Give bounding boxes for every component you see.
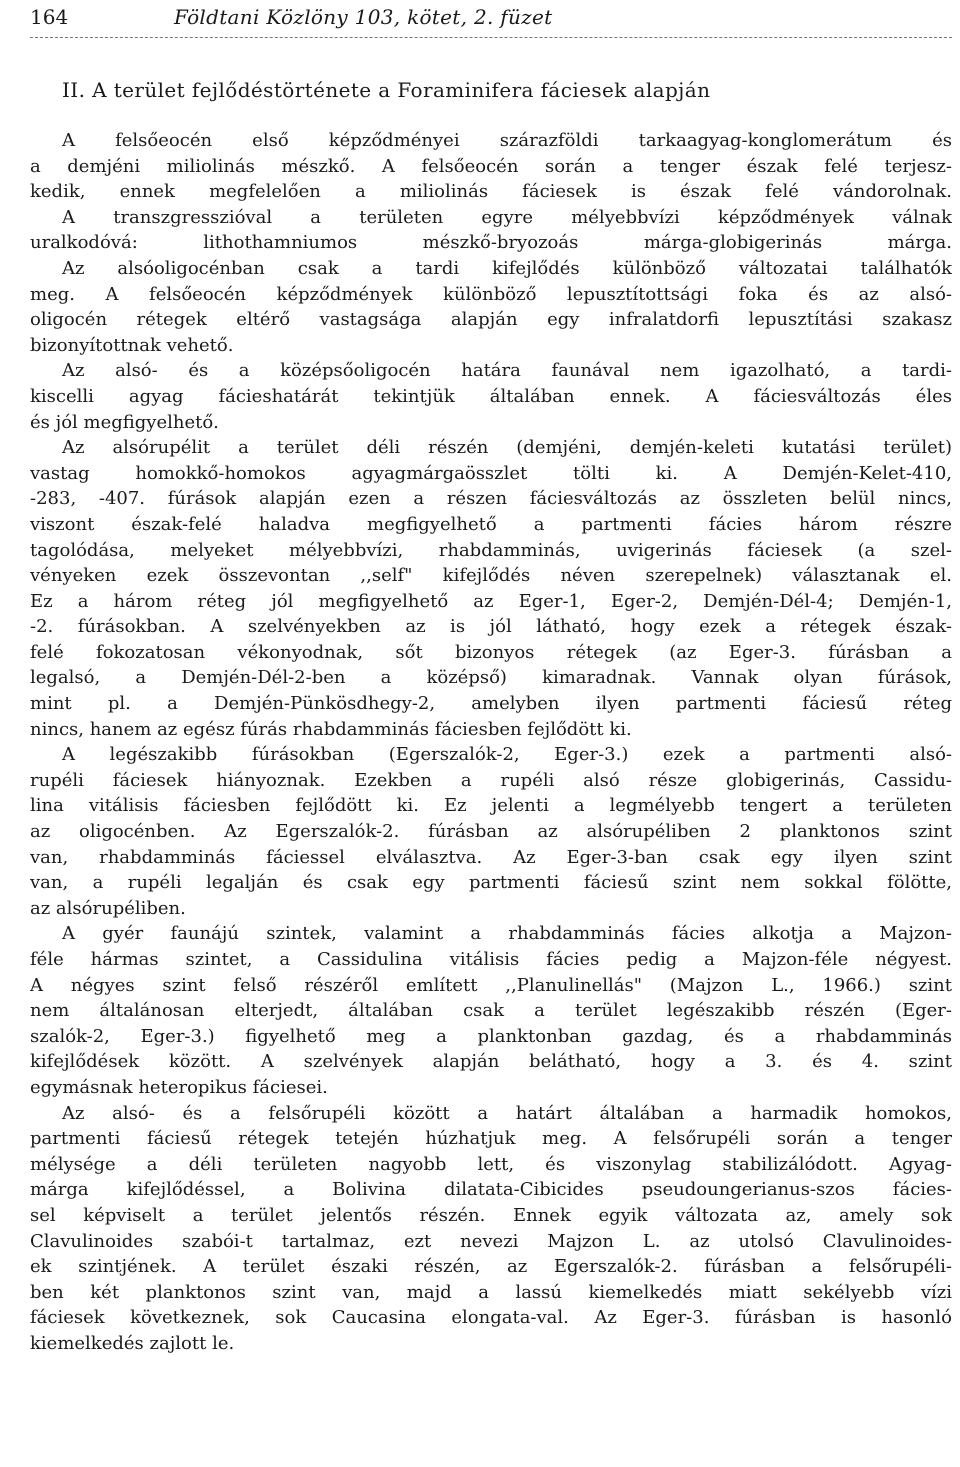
text-line: A legészakibb fúrásokban (Egerszalók-2, Eger-3.) ezek a partmenti alsó-: [62, 744, 952, 766]
body-text: [30, 128, 952, 1357]
text-line: kiscelli agyag fácieshatárát tekintjük általában ennek. A fáciesváltozás éles: [30, 385, 952, 407]
text-line: bizonyítottnak vehető.: [30, 334, 234, 356]
text-line: meg. A felsőeocén képződmények különböző lepusztítottsági foka és az alsó-: [30, 283, 952, 305]
text-line: A gyér faunájú szintek, valamint a rhabdamminás fácies alkotja a Majzon-: [62, 923, 952, 945]
text-line: az alsórupéliben.: [30, 897, 186, 919]
journal-title: Földtani Közlöny 103, kötet, 2. füzet: [174, 5, 553, 29]
text-line: rupéli fáciesek hiányoznak. Ezekben a rupéli alsó része globigerinás, Cassidu-: [30, 769, 952, 791]
text-line: A négyes szint felső részéről említett ,,Planulinellás" (Majzon L., 1966.) szint: [30, 974, 952, 996]
text-line: ben két planktonos szint van, majd a lassú kiemelkedés miatt sekélyebb vízi: [30, 1281, 952, 1303]
running-header: [30, 0, 952, 40]
text-line: kiemelkedés zajlott le.: [30, 1332, 235, 1354]
text-line: Az alsó- és a középsőoligocén határa faunával nem igazolható, a tardi-: [62, 360, 952, 382]
text-line: sel képviselt a terület jelentős részén. Ennek egyik változata az, amely sok: [30, 1204, 952, 1226]
text-line: és jól megfigyelhető.: [30, 411, 219, 433]
text-line: A transzgresszióval a területen egyre mélyebbvízi képződmények válnak: [62, 206, 952, 228]
text-line: felé fokozatosan vékonyodnak, sőt bizonyos rétegek (az Eger-3. fúrásban a: [30, 641, 952, 663]
text-line: a demjéni miliolinás mészkő. A felsőeocén során a tenger észak felé terjesz-: [30, 155, 952, 177]
document-page: [30, 0, 952, 1357]
text-line: mint pl. a Demjén-Pünkösdhegy-2, amelyben ilyen partmenti fáciesű réteg: [30, 693, 952, 715]
text-line: kedik, ennek megfelelően a miliolinás fáciesek is észak felé vándorolnak.: [30, 181, 952, 203]
text-line: mélysége a déli területen nagyobb lett, és viszonylag stabilizálódott. Agyag-: [30, 1153, 952, 1175]
text-line: Az alsóoligocénban csak a tardi kifejlődés különböző változatai találhatók: [62, 257, 952, 279]
text-line: szalók-2, Eger-3.) figyelhető meg a planktonban gazdag, és a rhabdamminás: [30, 1025, 952, 1047]
text-line: viszont észak-felé haladva megfigyelhető a partmenti fácies három részre: [30, 513, 952, 535]
text-line: -283, -407. fúrások alapján ezen a részen fáciesváltozás az összleten belül nincs,: [30, 488, 952, 510]
section-heading: II. A terület fejlődéstörténete a Foraminifera fáciesek alapján: [62, 78, 711, 102]
text-line: nincs, hanem az egész fúrás rhabdamminás fáciesben fejlődött ki.: [30, 718, 632, 740]
text-line: -2. fúrásokban. A szelvényekben az is jól látható, hogy ezek a rétegek észak-: [30, 616, 952, 638]
text-line: oligocén rétegek eltérő vastagsága alapján egy infralatdorfi lepusztítási szakasz: [30, 309, 952, 331]
text-line: van, rhabdamminás fáciessel elválasztva. Az Eger-3-ban csak egy ilyen szint: [30, 846, 952, 868]
text-line: van, a rupéli legalján és csak egy partmenti fáciesű szint nem sokkal fölötte,: [30, 872, 952, 894]
text-line: A felsőeocén első képződményei szárazföldi tarkaagyag-konglomerátum és: [62, 130, 952, 151]
text-line: kifejlődések között. A szelvények alapján belátható, hogy a 3. és 4. szint: [30, 1051, 952, 1073]
text-line: egymásnak heteropikus fáciesei.: [30, 1076, 328, 1098]
text-line: legalsó, a Demjén-Dél-2-ben a középső) kimaradnak. Vannak olyan fúrások,: [30, 667, 952, 689]
header-rule: [30, 37, 952, 38]
text-line: vastag homokkő-homokos agyagmárgaösszlet tölti ki. A Demjén-Kelet-410,: [30, 462, 952, 484]
text-line: márga kifejlődéssel, a Bolivina dilatata-Cibicides pseudoungerianus-szos fácies-: [30, 1179, 952, 1201]
page-number: 164: [30, 5, 69, 29]
text-line: uralkodóvá: lithothamniumos mészkő-bryozoás márga-globigerinás márga.: [30, 232, 952, 254]
text-line: partmenti fáciesű rétegek tetején húzhatjuk meg. A felsőrupéli során a tenger: [30, 1128, 952, 1150]
text-line: Ez a három réteg jól megfigyelhető az Eger-1, Eger-2, Demjén-Dél-4; Demjén-1,: [30, 590, 952, 612]
text-line: Az alsórupélit a terület déli részén (demjéni, demjén-keleti kutatási terület): [62, 437, 952, 459]
text-line: vényeken ezek összevontan ,,self" kifejlődés néven szerepelnek) választanak el.: [30, 565, 952, 587]
text-line: ek szintjének. A terület északi részén, az Egerszalók-2. fúrásban a felsőrupéli-: [30, 1256, 952, 1278]
text-line: fáciesek következnek, sok Caucasina elongata-val. Az Eger-3. fúrásban is hasonló: [30, 1307, 952, 1329]
text-line: Az alsó- és a felsőrupéli között a határt általában a harmadik homokos,: [62, 1102, 952, 1124]
text-line: az oligocénben. Az Egerszalók-2. fúrásban az alsórupéliben 2 planktonos szint: [30, 821, 952, 843]
text-line: féle hármas szintet, a Cassidulina vitálisis fácies pedig a Majzon-féle négyest.: [30, 949, 952, 970]
text-line: nem általánosan elterjedt, általában csak a terület legészakibb részén (Eger-: [30, 1000, 952, 1022]
text-line: lina vitálisis fáciesben fejlődött ki. Ez jelenti a legmélyebb tengert a területen: [30, 795, 952, 817]
text-line: tagolódása, melyeket mélyebbvízi, rhabdamminás, uvigerinás fáciesek (a szel-: [30, 539, 952, 561]
text-line: Clavulinoides szabói-t tartalmaz, ezt nevezi Majzon L. az utolsó Clavulinoides-: [30, 1230, 952, 1252]
